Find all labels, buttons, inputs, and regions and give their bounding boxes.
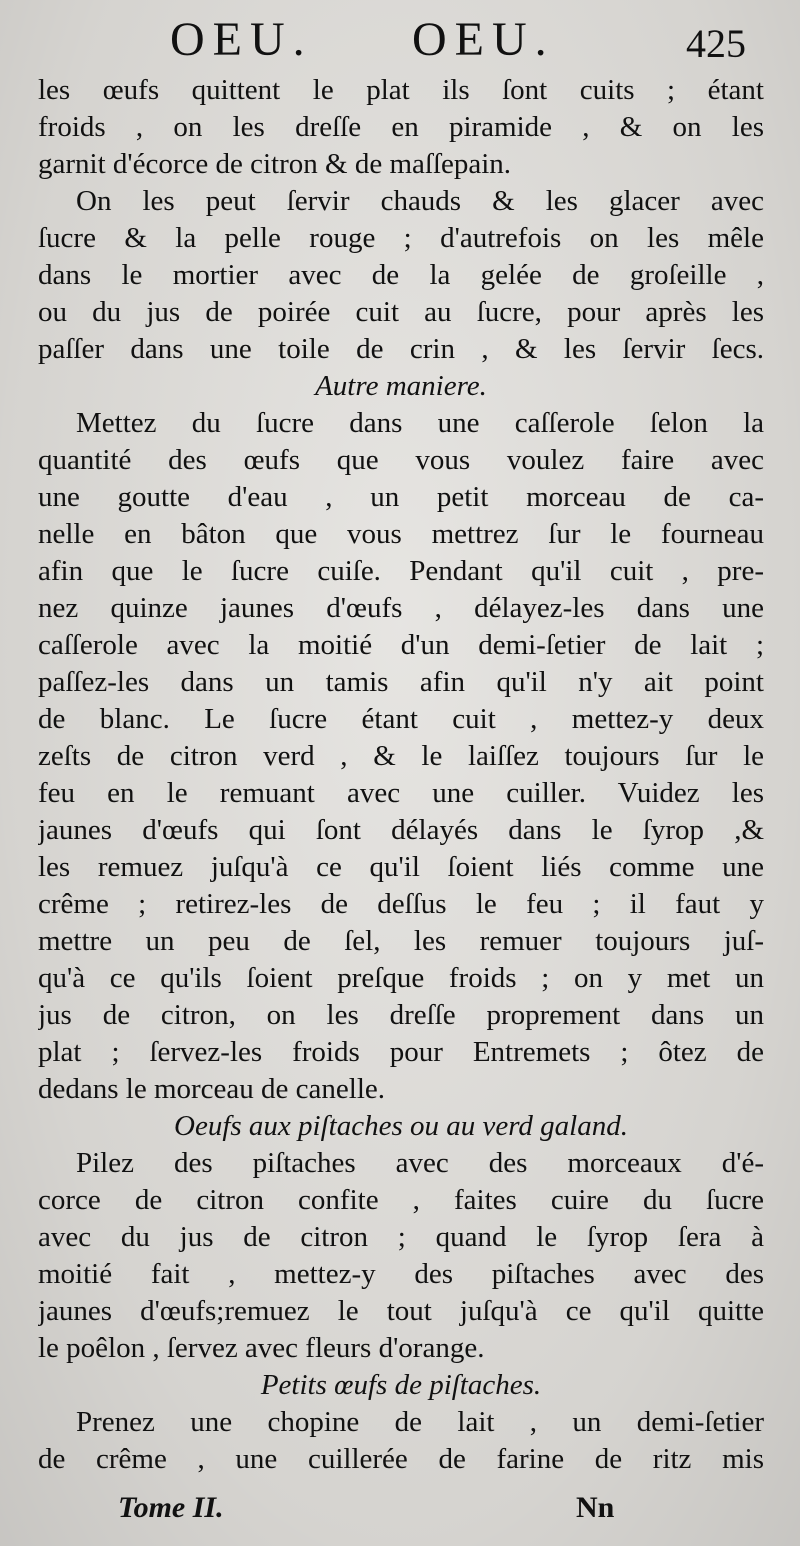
text-line: Prenez une chopine de lait , un demi-ſetier	[76, 1406, 764, 1438]
text-line: le poêlon , ſervez avec fleurs d'orange.	[38, 1332, 485, 1364]
text-body	[38, 72, 764, 1478]
text-line: froids , on les dreſſe en piramide , & on les	[38, 111, 764, 143]
text-line: crême ; retirez-les de deſſus le feu ; il faut y	[38, 888, 764, 920]
text-line: moitié fait , mettez-y des piſtaches avec des	[38, 1258, 764, 1290]
text-line: zeſts de citron verd , & le laiſſez toujours ſur le	[38, 740, 764, 772]
text-line: une goutte d'eau , un petit morceau de ca-	[38, 481, 764, 513]
text-line: feu en le remuant avec une cuiller. Vuidez les	[38, 777, 764, 809]
text-line: Mettez du ſucre dans une caſſerole ſelon la	[76, 407, 764, 439]
text-line: nelle en bâton que vous mettrez ſur le fourneau	[38, 518, 764, 550]
text-line: qu'à ce qu'ils ſoient preſque froids ; on y met un	[38, 962, 764, 994]
text-line: nez quinze jaunes d'œufs , délayez-les dans une	[38, 592, 764, 624]
section-heading: Autre maniere.	[315, 370, 487, 402]
text-line: de crême , une cuillerée de farine de ritz mis	[38, 1443, 764, 1475]
text-line: ſucre & la pelle rouge ; d'autrefois on les mêle	[38, 222, 764, 254]
page-footer	[0, 1482, 800, 1532]
text-line: corce de citron confite , faites cuire du ſucre	[38, 1184, 764, 1216]
text-line: de blanc. Le ſucre étant cuit , mettez-y deux	[38, 703, 764, 735]
text-line: les œufs quittent le plat ils ſont cuits ; étant	[38, 74, 764, 106]
running-head-right: OEU.	[412, 13, 555, 66]
page-number: 425	[686, 21, 746, 66]
text-line: dedans le morceau de canelle.	[38, 1073, 386, 1105]
text-line: dans le mortier avec de la gelée de groſeille ,	[38, 259, 764, 291]
text-line: jaunes d'œufs;remuez le tout juſqu'à ce qu'il quitte	[38, 1295, 764, 1327]
signature-mark: Nn	[576, 1491, 615, 1524]
volume-label: Tome II.	[118, 1491, 224, 1524]
text-line: paſſer dans une toile de crin , & les ſervir ſecs.	[38, 333, 764, 365]
text-line: jaunes d'œufs qui ſont délayés dans le ſyrop ,&	[38, 814, 764, 846]
text-line: quantité des œufs que vous voulez faire avec	[38, 444, 764, 476]
text-line: Pilez des piſtaches avec des morceaux d'é-	[76, 1147, 764, 1179]
running-head-left: OEU.	[170, 13, 313, 66]
section-heading: Oeufs aux piſtaches ou au verd galand.	[174, 1110, 628, 1142]
text-line: garnit d'écorce de citron & de maſſepain.	[38, 148, 512, 180]
text-line: ou du jus de poirée cuit au ſucre, pour après les	[38, 296, 764, 328]
text-line: avec du jus de citron ; quand le ſyrop ſera à	[38, 1221, 764, 1253]
section-heading: Petits œufs de piſtaches.	[260, 1369, 542, 1401]
text-line: plat ; ſervez-les froids pour Entremets ; ôtez de	[38, 1036, 764, 1068]
text-line: jus de citron, on les dreſſe proprement dans un	[38, 999, 764, 1031]
text-line: paſſez-les dans un tamis afin qu'il n'y ait point	[38, 666, 764, 698]
text-line: afin que le ſucre cuiſe. Pendant qu'il cuit , pre-	[38, 555, 764, 587]
text-line: mettre un peu de ſel, les remuer toujours juſ-	[38, 925, 764, 957]
text-line: caſſerole avec la moitié d'un demi-ſetier de lait ;	[38, 629, 764, 661]
running-header	[0, 12, 800, 68]
text-line: On les peut ſervir chauds & les glacer avec	[76, 185, 764, 217]
text-line: les remuez juſqu'à ce qu'il ſoient liés comme une	[38, 851, 764, 883]
